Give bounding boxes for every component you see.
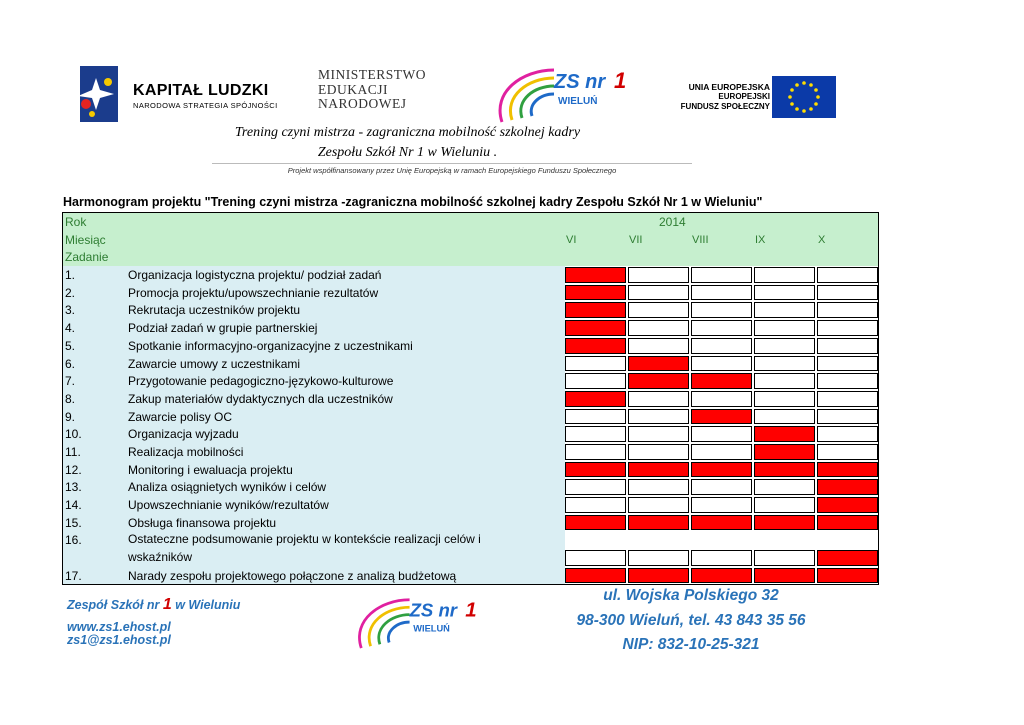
month-header: X bbox=[818, 233, 826, 246]
task-row bbox=[63, 355, 878, 373]
footer-contact bbox=[67, 621, 171, 647]
schedule-cell-empty bbox=[565, 550, 626, 566]
school-logo bbox=[492, 62, 632, 128]
task-name: Obsługa finansowa projektu bbox=[128, 515, 277, 530]
schedule-cell-active bbox=[628, 515, 689, 531]
schedule-cell-empty bbox=[817, 356, 878, 372]
task-number: 6. bbox=[65, 356, 76, 371]
schedule-cell-empty bbox=[628, 302, 689, 318]
schedule-cell-empty bbox=[628, 444, 689, 460]
schedule-cell-active bbox=[754, 462, 815, 478]
task-number: 11. bbox=[65, 444, 81, 459]
schedule-cell-empty bbox=[754, 373, 815, 389]
schedule-cell-active bbox=[628, 373, 689, 389]
task-row bbox=[63, 266, 878, 284]
schedule-cell-empty bbox=[817, 320, 878, 336]
task-header-label: Zadanie bbox=[65, 250, 109, 265]
schedule-cell-active bbox=[817, 479, 878, 495]
task-row bbox=[63, 319, 878, 337]
task-number: 12. bbox=[65, 462, 82, 477]
kapital-ludzki-emblem-icon bbox=[78, 66, 118, 122]
task-row bbox=[63, 461, 878, 479]
footer-street: ul. Wojska Polskiego 32 bbox=[603, 587, 779, 604]
schedule-cell-active bbox=[565, 391, 626, 407]
svg-text:WIELUŃ: WIELUŃ bbox=[413, 623, 450, 634]
year-row bbox=[63, 213, 878, 231]
schedule-cell-empty bbox=[817, 409, 878, 425]
schedule-cell-empty bbox=[628, 391, 689, 407]
schedule-cell-empty bbox=[691, 497, 752, 513]
schedule-cell-active bbox=[691, 409, 752, 425]
eu-text bbox=[681, 82, 770, 112]
month-header: VIII bbox=[692, 233, 709, 246]
schedule-cell-empty bbox=[817, 267, 878, 283]
schedule-cell-active bbox=[817, 568, 878, 584]
year-label: Rok bbox=[65, 215, 87, 229]
schedule-cell-active bbox=[565, 462, 626, 478]
schedule-cell-empty bbox=[691, 267, 752, 283]
ministry-line: MINISTERSTWO bbox=[318, 67, 426, 82]
svg-text:1: 1 bbox=[465, 599, 477, 622]
task-number: 13. bbox=[65, 480, 82, 495]
schedule-cell-active bbox=[565, 302, 626, 318]
schedule-cell-empty bbox=[565, 373, 626, 389]
schedule-cell-active bbox=[628, 356, 689, 372]
schedule-cell-empty bbox=[628, 338, 689, 354]
schedule-cell-empty bbox=[691, 302, 752, 318]
schedule-cell-empty bbox=[691, 356, 752, 372]
schedule-cell-empty bbox=[817, 444, 878, 460]
schedule-cell-empty bbox=[754, 550, 815, 566]
kapital-ludzki-logo bbox=[78, 66, 288, 124]
schedule-cell-empty bbox=[628, 426, 689, 442]
task-row bbox=[63, 408, 878, 426]
eu-line: UNIA EUROPEJSKA bbox=[688, 82, 770, 92]
task-name: Ostateczne podsumowanie projektu w kontekście realizacji celów i wskaźników bbox=[128, 532, 481, 565]
month-row bbox=[63, 231, 878, 249]
schedule-cell-empty bbox=[817, 285, 878, 301]
schedule-cell-empty bbox=[754, 302, 815, 318]
schedule-cell-empty bbox=[565, 426, 626, 442]
eu-line: FUNDUSZ SPOŁECZNY bbox=[680, 102, 770, 111]
task-name: Podział zadań w grupie partnerskiej bbox=[128, 321, 318, 336]
task-number: 14. bbox=[65, 498, 82, 512]
ministry-line: EDUKACJI bbox=[318, 81, 388, 97]
schedule-cell-empty bbox=[565, 444, 626, 460]
schedule-cell-empty bbox=[817, 391, 878, 407]
task-number: 8. bbox=[65, 391, 76, 406]
schedule-cell-active bbox=[817, 515, 878, 531]
ministry-logo bbox=[318, 68, 448, 112]
schedule-cell-active bbox=[754, 444, 815, 460]
svg-text:ZS nr: ZS nr bbox=[409, 599, 458, 621]
task-name: Zawarcie polisy OC bbox=[128, 409, 233, 424]
task-name: Upowszechnianie wyników/rezultatów bbox=[128, 498, 329, 512]
schedule-cell-empty bbox=[565, 356, 626, 372]
task-row bbox=[63, 478, 878, 496]
task-number: 9. bbox=[65, 409, 76, 424]
task-number: 1. bbox=[65, 268, 76, 283]
schedule-cell-active bbox=[754, 426, 815, 442]
schedule-cell-active bbox=[817, 497, 878, 513]
task-row bbox=[63, 425, 878, 443]
footer-nip: NIP: 832-10-25-321 bbox=[622, 636, 760, 653]
schedule-title: Harmonogram projektu "Trening czyni mistrza -zagraniczna mobilność szkolnej kadry Zespołu Szkół Nr 1 w Wieluniu" bbox=[63, 195, 763, 209]
schedule-cell-empty bbox=[754, 479, 815, 495]
task-name: Organizacja wyjzadu bbox=[128, 427, 239, 442]
task-number: 17. bbox=[65, 568, 82, 583]
footer-school-prefix: Zespół Szkół nr bbox=[67, 598, 163, 612]
schedule-cell-empty bbox=[691, 444, 752, 460]
task-row bbox=[63, 443, 878, 461]
schedule-cell-empty bbox=[691, 550, 752, 566]
schedule-cell-empty bbox=[754, 338, 815, 354]
project-subtitle bbox=[215, 123, 600, 163]
svg-text:ZS nr: ZS nr bbox=[554, 71, 606, 93]
schedule-cell-empty bbox=[691, 426, 752, 442]
schedule-cell-empty bbox=[628, 409, 689, 425]
schedule-cell-empty bbox=[565, 497, 626, 513]
task-name: Zawarcie umowy z uczestnikami bbox=[128, 356, 301, 371]
schedule-cell-active bbox=[691, 515, 752, 531]
month-label: Miesiąc bbox=[65, 232, 106, 247]
footer-school-name bbox=[67, 596, 240, 614]
schedule-cell-active bbox=[691, 462, 752, 478]
schedule-cell-active bbox=[628, 462, 689, 478]
footer-school-logo bbox=[352, 590, 482, 656]
schedule-cell-active bbox=[817, 550, 878, 566]
schedule-cell-active bbox=[628, 568, 689, 584]
schedule-cell-empty bbox=[628, 267, 689, 283]
month-header: IX bbox=[755, 233, 766, 246]
task-number: 15. bbox=[65, 515, 82, 530]
task-row bbox=[63, 390, 878, 408]
schedule-cell-active bbox=[565, 515, 626, 531]
svg-text:1: 1 bbox=[614, 68, 627, 93]
month-header: VI bbox=[566, 233, 577, 246]
task-row bbox=[63, 514, 878, 532]
task-number: 5. bbox=[65, 338, 76, 353]
task-name: Organizacja logistyczna projektu/ podział zadań bbox=[128, 268, 382, 283]
schedule-cell-empty bbox=[754, 320, 815, 336]
schedule-cell-empty bbox=[628, 497, 689, 513]
schedule-cell-active bbox=[817, 462, 878, 478]
task-name: Zakup materiałów dydaktycznych dla uczestników bbox=[128, 391, 393, 406]
schedule-cell-active bbox=[754, 515, 815, 531]
subtitle-line-2: Zespołu Szkół Nr 1 w Wieluniu . bbox=[317, 145, 498, 160]
schedule-cell-empty bbox=[628, 479, 689, 495]
task-name: Spotkanie informacyjno-organizacyjne z uczestnikami bbox=[128, 338, 413, 353]
task-row bbox=[63, 337, 878, 355]
schedule-cell-empty bbox=[628, 320, 689, 336]
schedule-cell-empty bbox=[817, 338, 878, 354]
schedule-cell-empty bbox=[628, 550, 689, 566]
task-name: Analiza osiągnietych wyników i celów bbox=[128, 480, 327, 495]
task-number: 2. bbox=[65, 285, 76, 300]
schedule-cell-active bbox=[691, 568, 752, 584]
schedule-cell-empty bbox=[754, 391, 815, 407]
task-name: Rekrutacja uczestników projektu bbox=[128, 303, 301, 318]
schedule-cell-empty bbox=[691, 479, 752, 495]
task-row bbox=[63, 567, 878, 585]
task-name: Przygotowanie pedagogiczno-językowo-kulturowe bbox=[128, 374, 394, 389]
eu-logo bbox=[672, 76, 842, 120]
schedule-cell-empty bbox=[565, 409, 626, 425]
schedule-cell-active bbox=[565, 338, 626, 354]
schedule-cell-empty bbox=[754, 497, 815, 513]
task-number: 3. bbox=[65, 303, 76, 318]
eu-line: EUROPEJSKI bbox=[718, 92, 770, 101]
schedule-cell-active bbox=[565, 267, 626, 283]
schedule-cell-active bbox=[754, 568, 815, 584]
task-header-row bbox=[63, 248, 878, 266]
schedule-cell-active bbox=[691, 373, 752, 389]
task-number: 4. bbox=[65, 321, 76, 336]
footer-email-link[interactable]: zs1@zs1.ehost.pl bbox=[67, 633, 171, 647]
schedule-cell-active bbox=[565, 320, 626, 336]
task-row bbox=[63, 301, 878, 319]
task-number: 16. bbox=[65, 533, 82, 548]
subtitle-line-1: Trening czyni mistrza - zagraniczna mobilność szkolnej kadry bbox=[234, 125, 581, 140]
schedule-cell-empty bbox=[754, 356, 815, 372]
schedule-cell-active bbox=[565, 285, 626, 301]
svg-text:WIELUŃ: WIELUŃ bbox=[558, 96, 598, 107]
cofinancing-note: Projekt współfinansowany przez Unię Europejską w ramach Europejskiego Funduszu Społecznego bbox=[287, 166, 617, 175]
schedule-cell-empty bbox=[754, 267, 815, 283]
task-number: 7. bbox=[65, 374, 76, 389]
schedule-cell-empty bbox=[691, 285, 752, 301]
schedule-table bbox=[62, 212, 879, 585]
footer-address bbox=[560, 584, 822, 658]
kapital-ludzki-title: KAPITAŁ LUDZKI bbox=[133, 82, 269, 99]
schedule-cell-empty bbox=[754, 285, 815, 301]
footer-school-number: 1 bbox=[162, 596, 172, 613]
schedule-cell-empty bbox=[817, 426, 878, 442]
task-number: 10. bbox=[65, 427, 82, 442]
schedule-cell-empty bbox=[754, 409, 815, 425]
schedule-cell-empty bbox=[817, 373, 878, 389]
footer-website-link[interactable]: www.zs1.ehost.pl bbox=[67, 620, 171, 634]
schedule-cell-empty bbox=[565, 479, 626, 495]
schedule-cell-empty bbox=[691, 391, 752, 407]
schedule-cell-active bbox=[565, 568, 626, 584]
eu-flag-icon bbox=[772, 76, 836, 118]
footer-school-suffix: w Wieluniu bbox=[171, 598, 241, 612]
task-name: Narady zespołu projektowego połączone z analizą budżetową bbox=[128, 568, 457, 583]
schedule-cell-empty bbox=[817, 302, 878, 318]
footer-city-phone: 98-300 Wieluń, tel. 43 843 35 56 bbox=[576, 611, 806, 629]
schedule-cell-empty bbox=[691, 338, 752, 354]
schedule-cell-empty bbox=[628, 285, 689, 301]
kapital-ludzki-subtitle: NARODOWA STRATEGIA SPÓJNOŚCI bbox=[133, 101, 278, 110]
task-row bbox=[63, 496, 878, 514]
task-row bbox=[63, 284, 878, 302]
ministry-line: NARODOWEJ bbox=[318, 96, 407, 111]
task-name: Monitoring i ewaluacja projektu bbox=[128, 462, 293, 477]
task-row bbox=[63, 372, 878, 390]
year-value: 2014 bbox=[659, 215, 686, 229]
header-divider bbox=[212, 163, 692, 164]
month-header: VII bbox=[629, 233, 643, 246]
task-name: Realizacja mobilności bbox=[128, 444, 244, 459]
task-row bbox=[63, 531, 878, 566]
schedule-cell-empty bbox=[691, 320, 752, 336]
task-name: Promocja projektu/upowszechnianie rezultatów bbox=[128, 285, 379, 300]
